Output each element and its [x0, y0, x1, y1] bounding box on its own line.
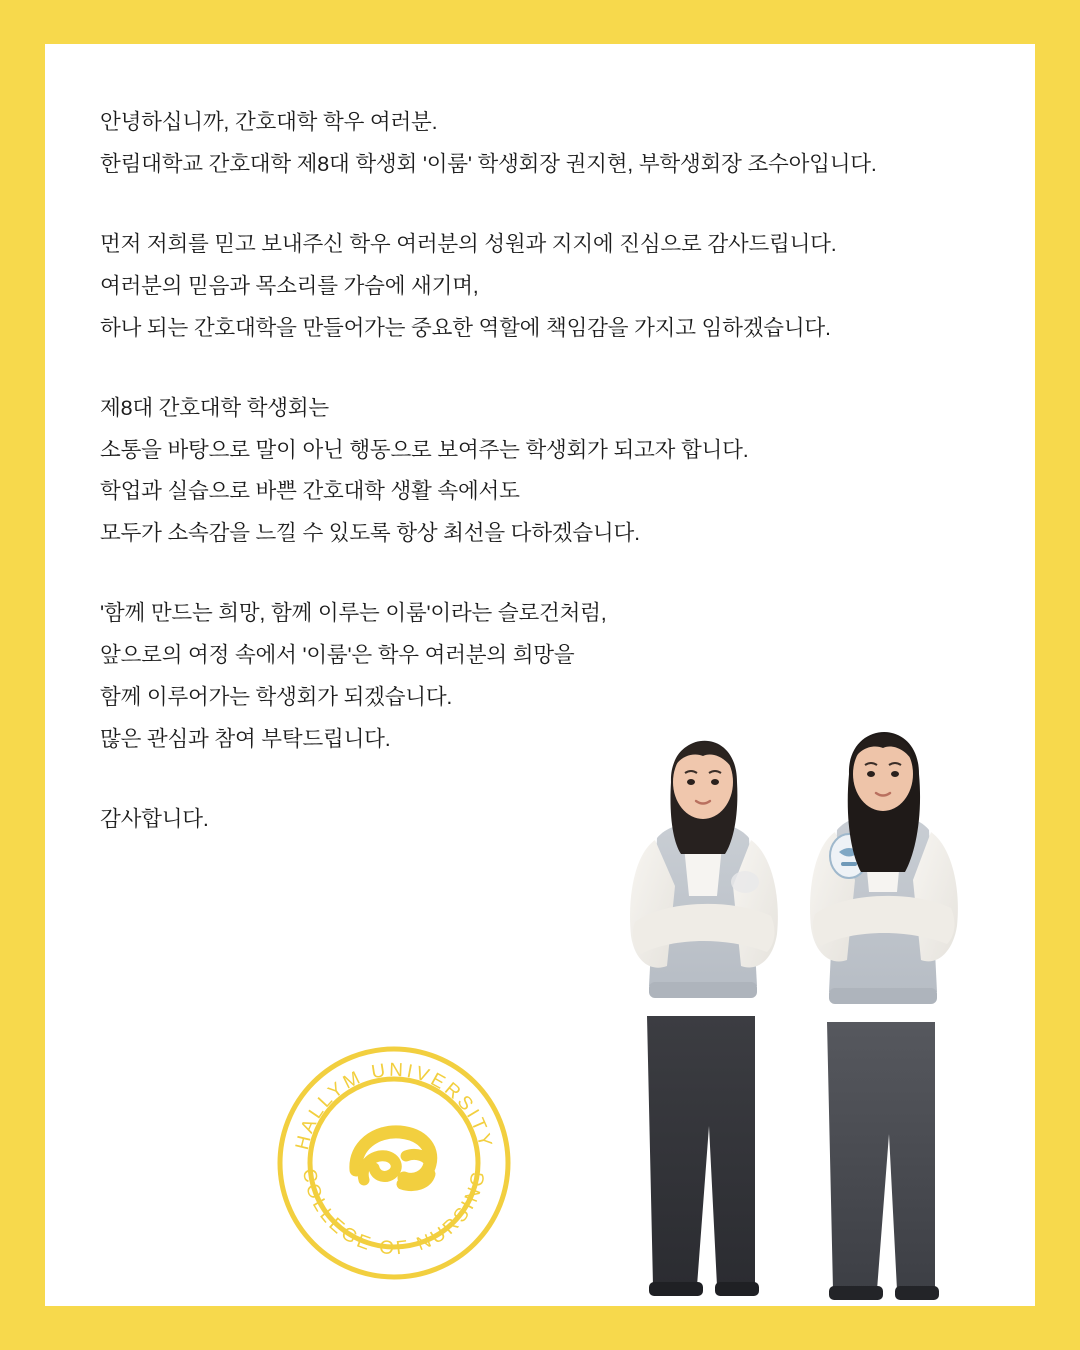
letter-line: 안녕하십니까, 간호대학 학우 여러분.: [100, 110, 438, 134]
paragraph-pledge: [100, 388, 1000, 556]
letter-line: 한림대학교 간호대학 제8대 학생회 '이룸' 학생회장 권지현, 부학생회장 조수아입니다.: [100, 151, 877, 176]
paragraph-thanks: [100, 224, 1000, 350]
letter-line: 하나 되는 간호대학을 만들어가는 중요한 역할에 책임감을 가지고 임하겠습니다.: [100, 315, 831, 340]
two-student-council-members-photo: [605, 686, 1035, 1306]
person-left: [630, 741, 778, 1296]
letter-line: 감사합니다.: [100, 806, 209, 831]
letter-line: 여러분의 믿음과 목소리를 가슴에 새기며,: [100, 273, 479, 298]
letter-line: 소통을 바탕으로 말이 아닌 행동으로 보여주는 학생회가 되고자 합니다.: [100, 437, 749, 462]
letter-card: [45, 44, 1035, 1306]
letter-line: 많은 관심과 참여 부탁드립니다.: [100, 727, 391, 752]
letter-line: 먼저 저희를 믿고 보내주신 학우 여러분의 성원과 지지에 진심으로 감사드립니다.: [100, 231, 837, 256]
letter-line: 함께 이루어가는 학생회가 되겠습니다.: [100, 685, 453, 710]
paragraph-greeting: [100, 102, 1000, 186]
svg-text:HALLYM UNIVERSITY: HALLYM UNIVERSITY: [291, 1059, 497, 1152]
letter-line: 학업과 실습으로 바쁜 간호대학 생활 속에서도: [100, 479, 520, 504]
emblem-icon: [277, 1046, 511, 1280]
letter-line: 앞으로의 여정 속에서 '이룸'은 학우 여러분의 희망을: [100, 643, 575, 668]
person-right: [810, 732, 958, 1300]
letter-line: 모두가 소속감을 느낄 수 있도록 항상 최선을 다하겠습니다.: [100, 521, 640, 546]
letter-line: '함께 만드는 희망, 함께 이루는 이룸'이라는 슬로건처럼,: [100, 601, 607, 626]
letter-line: 제8대 간호대학 학생회는: [100, 395, 329, 420]
svg-text:COLLEGE OF NURSING: COLLEGE OF NURSING: [297, 1167, 491, 1260]
